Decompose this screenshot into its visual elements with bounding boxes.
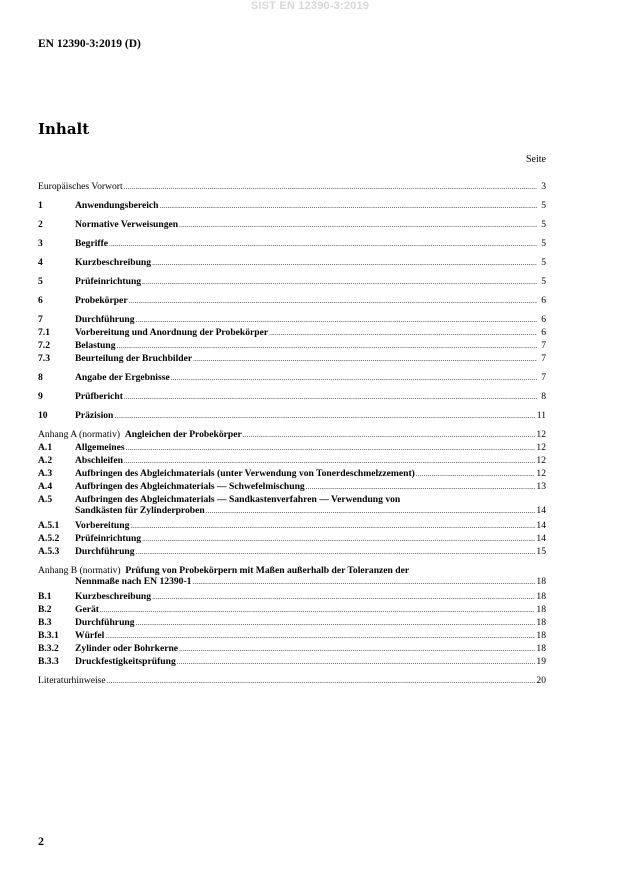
toc-entry[interactable]	[38, 429, 546, 440]
toc-entry-page: 18	[536, 604, 546, 615]
page-column-label: Seite	[526, 154, 546, 165]
toc-entry-page: 12	[536, 455, 546, 466]
toc-entry-title: Präzision	[75, 410, 114, 421]
toc-entry-number: B.1	[38, 591, 52, 602]
toc-entry-page: 8	[541, 391, 546, 402]
toc-entry-number: 7.3	[38, 353, 50, 364]
toc-entry-title: Probekörper	[75, 295, 128, 306]
toc-entry-title: Beurteilung der Bruchbilder	[75, 353, 193, 364]
toc-entry-page: 13	[536, 481, 546, 492]
toc-entry-page: 14	[536, 505, 546, 516]
toc-leader-dots	[142, 278, 537, 287]
toc-entry-number: A.5.1	[38, 520, 60, 531]
toc-leader-dots	[416, 470, 536, 479]
toc-entry[interactable]	[38, 340, 546, 351]
toc-entry-page: 18	[536, 643, 546, 654]
toc-entry[interactable]	[38, 353, 546, 364]
toc-heading: Inhalt	[38, 120, 90, 138]
page-number: 2	[38, 834, 44, 848]
toc-leader-dots	[206, 507, 536, 516]
toc-leader-dots	[152, 259, 537, 268]
toc-leader-dots	[107, 677, 536, 686]
toc-entry-page: 6	[541, 314, 546, 325]
toc-entry-page: 5	[541, 200, 546, 211]
toc-entry-title: Druckfestigkeitsprüfung	[75, 656, 176, 667]
toc-entry[interactable]	[38, 442, 546, 453]
toc-entry-number: 4	[38, 257, 43, 268]
toc-entry-title: Nennmaße nach EN 12390-1	[75, 576, 192, 587]
toc-entry-number: A.1	[38, 442, 53, 453]
toc-leader-dots	[129, 297, 537, 306]
toc-leader-dots	[192, 578, 535, 587]
toc-entry-page: 12	[536, 442, 546, 453]
toc-leader-dots	[177, 658, 536, 667]
toc-leader-dots	[269, 329, 537, 338]
toc-entry-page: 3	[541, 181, 546, 192]
toc-entry-page: 15	[536, 546, 546, 557]
toc-leader-dots	[142, 535, 535, 544]
toc-leader-dots	[306, 483, 536, 492]
toc-entry[interactable]	[38, 617, 546, 628]
toc-entry-number: 7	[38, 314, 43, 325]
toc-entry-title: Begriffe	[75, 238, 109, 249]
toc-entry[interactable]	[38, 533, 546, 544]
toc-entry-number: 8	[38, 372, 43, 383]
toc-leader-dots	[114, 412, 535, 421]
toc-entry[interactable]	[38, 630, 546, 641]
toc-entry-number: B.2	[38, 604, 52, 615]
toc-entry[interactable]	[38, 276, 546, 287]
toc-leader-dots	[193, 355, 537, 364]
toc-entry-number: A.5	[38, 494, 53, 505]
toc-entry-page: 5	[541, 257, 546, 268]
toc-entry-number: 3	[38, 238, 43, 249]
toc-entry-title: Würfel	[75, 630, 105, 641]
toc-entry-title: Kurzbeschreibung	[75, 257, 152, 268]
toc-leader-dots	[117, 342, 537, 351]
toc-entry-title: Vorbereitung und Anordnung der Probekörper	[75, 327, 269, 338]
toc-entry-page: 7	[541, 353, 546, 364]
toc-leader-dots	[171, 374, 537, 383]
standard-header: EN 12390-3:2019 (D)	[38, 38, 141, 50]
toc-entry-title: Zylinder oder Bohrkerne	[75, 643, 179, 654]
toc-entry-title: Abschleifen	[75, 455, 123, 466]
toc-leader-dots	[124, 393, 537, 402]
toc-entry[interactable]	[38, 238, 546, 249]
toc-leader-dots	[243, 431, 536, 440]
toc-entry-title: Kurzbeschreibung	[75, 591, 152, 602]
toc-entry-title: Vorbereitung	[75, 520, 130, 531]
toc-entry-page: 18	[536, 630, 546, 641]
toc-entry[interactable]	[38, 546, 546, 557]
toc-entry-page: 14	[536, 520, 546, 531]
toc-entry[interactable]	[38, 372, 546, 383]
toc-entry-title: Prüfeinrichtung	[75, 533, 142, 544]
toc-entry[interactable]	[38, 520, 546, 531]
toc-entry-title: Anwendungsbereich	[75, 200, 159, 211]
toc-entry-title: Allgemeines	[75, 442, 125, 453]
toc-leader-dots	[136, 316, 537, 325]
toc-entry[interactable]	[38, 494, 546, 516]
toc-leader-dots	[130, 522, 535, 531]
toc-entry-number: 7.2	[38, 340, 50, 351]
toc-entry[interactable]	[38, 656, 546, 667]
toc-entry[interactable]	[38, 257, 546, 268]
toc-entry-title: Anhang B (normativ) Prüfung von Probekörpern mit Maßen außerhalb der Toleranzen der	[38, 565, 410, 576]
toc-leader-dots	[179, 645, 535, 654]
toc-entry-page: 5	[541, 238, 546, 249]
toc-entry[interactable]	[38, 565, 546, 587]
toc-entry-page: 18	[536, 576, 546, 587]
toc-leader-dots	[160, 202, 537, 211]
toc-entry-title: Durchführung	[75, 617, 135, 628]
watermark: SIST EN 12390-3:2019	[250, 0, 370, 12]
toc-entry-page: 19	[536, 656, 546, 667]
toc-entry-page: 20	[536, 675, 546, 686]
toc-entry-title: Prüfeinrichtung	[75, 276, 142, 287]
toc-entry-page: 5	[541, 219, 546, 230]
toc-entry-page: 7	[541, 372, 546, 383]
toc-entry[interactable]	[38, 391, 546, 402]
toc-entry-title: Anhang A (normativ) Angleichen der Probekörper	[38, 429, 242, 440]
toc-entry-title: Aufbringen des Abgleichmaterials — Sandkastenverfahren — Verwendung von	[75, 494, 401, 505]
toc-entry-number: 9	[38, 391, 43, 402]
toc-entry-number: B.3.3	[38, 656, 59, 667]
toc-entry-page: 18	[536, 591, 546, 602]
toc-entry-number: A.2	[38, 455, 53, 466]
toc-entry-number: 10	[38, 410, 48, 421]
toc-entry-page: 5	[541, 276, 546, 287]
toc-leader-dots	[136, 619, 536, 628]
toc-entry-number: A.5.3	[38, 546, 60, 557]
toc-entry-number: B.3.1	[38, 630, 59, 641]
toc-entry[interactable]	[38, 314, 546, 325]
toc-entry-title: Aufbringen des Abgleichmaterials — Schwefelmischung	[75, 481, 305, 492]
toc-entry-number: 6	[38, 295, 43, 306]
toc-entry-number: B.3.2	[38, 643, 59, 654]
toc-entry[interactable]	[38, 455, 546, 466]
toc-entry[interactable]	[38, 604, 546, 615]
toc-entry-number: A.4	[38, 481, 53, 492]
toc-entry-title: Sandkästen für Zylinderproben	[75, 505, 205, 516]
toc-leader-dots	[124, 183, 537, 192]
toc-entry-title: Durchführung	[75, 314, 135, 325]
toc-entry-number: 2	[38, 219, 43, 230]
toc-entry-title: Belastung	[75, 340, 116, 351]
toc-entry-page: 12	[536, 468, 546, 479]
toc-entry[interactable]	[38, 675, 546, 686]
toc-entry-number: A.3	[38, 468, 53, 479]
toc-entry[interactable]	[38, 643, 546, 654]
toc-entry-page: 18	[536, 617, 546, 628]
toc-entry-page: 14	[536, 533, 546, 544]
toc-leader-dots	[109, 240, 537, 249]
toc-entry-page: 12	[536, 429, 546, 440]
toc-entry[interactable]	[38, 481, 546, 492]
toc-entry[interactable]	[38, 200, 546, 211]
toc-entry[interactable]	[38, 410, 546, 421]
toc-entry-title: Prüfbericht	[75, 391, 123, 402]
toc-leader-dots	[126, 444, 536, 453]
toc-entry-title: Gerät	[75, 604, 99, 615]
toc-entry[interactable]	[38, 468, 546, 479]
toc-entry[interactable]	[38, 181, 546, 192]
toc-leader-dots	[152, 593, 535, 602]
toc-entry-title: Literaturhinweise	[38, 675, 106, 686]
toc-leader-dots	[124, 457, 535, 466]
toc-entry[interactable]	[38, 295, 546, 306]
toc-entry-number: 5	[38, 276, 43, 287]
toc-entry-page: 7	[541, 340, 546, 351]
toc-entry[interactable]	[38, 327, 546, 338]
toc-entry-title: Aufbringen des Abgleichmaterials (unter Verwendung von Tonerdeschmelzzement)	[75, 468, 415, 479]
toc-entry-title: Durchführung	[75, 546, 135, 557]
toc-leader-dots	[100, 606, 535, 615]
toc-leader-dots	[179, 221, 537, 230]
toc-leader-dots	[136, 548, 536, 557]
toc-entry-page: 6	[541, 295, 546, 306]
toc-entry-title: Angabe der Ergebnisse	[75, 372, 170, 383]
toc-entry-title: Normative Verweisungen	[75, 219, 179, 230]
toc-entry[interactable]	[38, 219, 546, 230]
toc-entry-page: 11	[536, 410, 546, 421]
toc-entry-number: 7.1	[38, 327, 50, 338]
toc-entry-number: A.5.2	[38, 533, 60, 544]
toc-entry-title: Europäisches Vorwort	[38, 181, 123, 192]
toc-entry-page: 6	[541, 327, 546, 338]
toc-entry-number: 1	[38, 200, 43, 211]
toc-entry-number: B.3	[38, 617, 52, 628]
toc-leader-dots	[105, 632, 535, 641]
toc-entry[interactable]	[38, 591, 546, 602]
